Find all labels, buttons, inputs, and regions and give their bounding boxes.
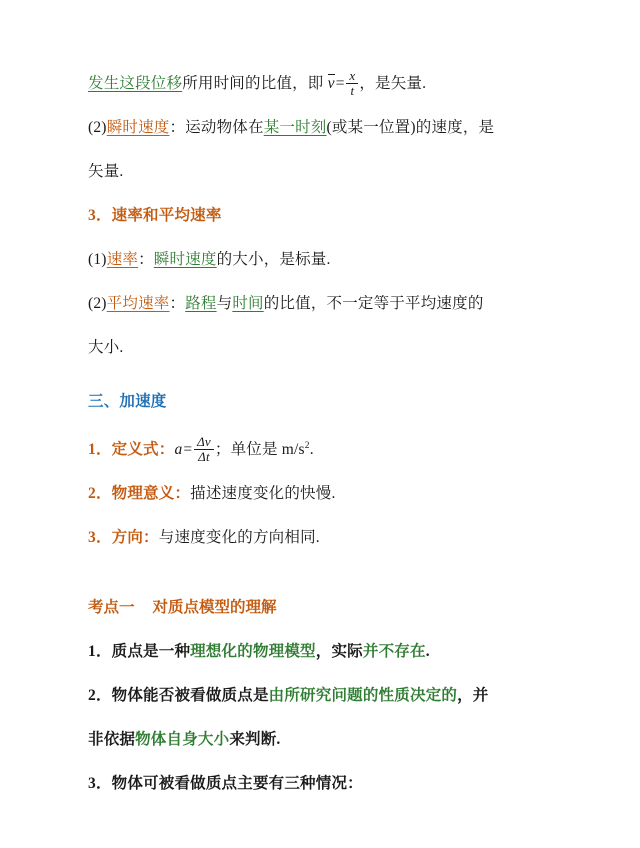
term-idealized-model: 理想化的物理模型 xyxy=(190,643,316,661)
term-determined-by-problem: 由所研究问题的性质决定的 xyxy=(268,687,458,705)
text-or-position: (或某一位置)的速度，是 xyxy=(326,119,495,136)
equals-sign: = xyxy=(334,75,346,92)
text-particle-is: 1．质点是一种 xyxy=(88,643,191,661)
term-time: 时间 xyxy=(232,295,264,312)
paragraph-average-speed xyxy=(88,282,584,326)
fraction-numerator: x xyxy=(346,69,358,84)
label-item-2: (2) xyxy=(88,119,107,136)
paragraph-acceleration-meaning xyxy=(88,472,584,516)
formula-avg-velocity xyxy=(327,68,360,98)
paragraph-particle-item-1 xyxy=(88,630,584,674)
text-describes-rate: 描述速度变化的快慢. xyxy=(190,485,336,503)
fraction-denominator-dt: Δt xyxy=(198,448,210,464)
paragraph-average-speed-cont xyxy=(88,326,584,370)
text-vector-end: 矢量. xyxy=(88,163,124,180)
label-direction: 3．方向： xyxy=(88,529,159,547)
text-same-as-velocity-change: 与速度变化的方向相同. xyxy=(158,529,320,547)
text-to-judge: 来判断. xyxy=(229,731,281,749)
heading-speed-and-average-speed xyxy=(88,194,584,238)
term-instantaneous-velocity: 瞬时速度 xyxy=(106,119,170,136)
equals-sign-2: = xyxy=(182,441,194,459)
text-displacement-phrase: 发生这段位移 xyxy=(88,75,183,92)
term-average-speed: 平均速率 xyxy=(106,295,170,312)
text-unit-prefix: ；单位是 m/s xyxy=(214,441,305,459)
formula-acceleration xyxy=(174,434,214,464)
paragraph-particle-item-2-cont xyxy=(88,718,584,762)
heading-text-acceleration: 三、加速度 xyxy=(88,393,167,410)
paragraph-particle-item-2 xyxy=(88,674,584,718)
text-can-be-regarded: 2．物体能否被看做质点是 xyxy=(88,687,269,705)
term-instantaneous-velocity-ref: 瞬时速度 xyxy=(153,251,217,268)
fraction-numerator-dv: Δv xyxy=(194,435,214,450)
overline-v: v xyxy=(327,75,335,92)
fraction-dv-over-dt xyxy=(194,435,214,463)
paragraph-instantaneous-velocity xyxy=(88,106,584,150)
heading-section-three-acceleration xyxy=(88,380,584,424)
term-speed: 速率 xyxy=(106,251,139,268)
text-ratio-not-equal: 的比值，不一定等于平均速度的 xyxy=(263,295,484,312)
colon-2: ： xyxy=(169,295,186,312)
term-object-size: 物体自身大小 xyxy=(135,731,230,749)
text-in-reality: ，实际 xyxy=(315,643,363,661)
heading-key-point-one xyxy=(88,586,584,630)
section-spacer-1 xyxy=(88,370,584,380)
text-period-2: . xyxy=(425,643,430,661)
term-path-length: 路程 xyxy=(185,295,217,312)
paragraph-average-velocity-continued xyxy=(88,62,584,106)
text-magnitude-scalar: 的大小，是标量. xyxy=(216,251,331,268)
label-definition: 1．定义式： xyxy=(88,441,175,459)
text-is-vector: ，是矢量. xyxy=(359,75,427,92)
text-period-1: . xyxy=(309,441,314,459)
text-and: 与 xyxy=(216,295,233,312)
colon-1: ： xyxy=(138,251,154,268)
key-point-label: 考点一 xyxy=(88,599,135,617)
label-item-1: (1) xyxy=(88,251,107,268)
heading-text: 3．速率和平均速率 xyxy=(88,207,222,224)
text-three-cases: 3．物体可被看做质点主要有三种情况： xyxy=(88,775,363,793)
paragraph-speed xyxy=(88,238,584,282)
text-moving-object: ：运动物体在 xyxy=(169,119,264,136)
formula-a-var: a xyxy=(174,441,183,459)
term-not-exist: 并不存在 xyxy=(362,643,426,661)
paragraph-acceleration-direction xyxy=(88,516,584,560)
fraction-x-over-t xyxy=(346,69,358,97)
text-unit-exponent: 2 xyxy=(304,441,310,451)
text-time-ratio: 所用时间的比值，即 xyxy=(182,75,328,92)
paragraph-particle-item-3 xyxy=(88,762,584,806)
text-not-based-on: 非依据 xyxy=(88,731,136,749)
fraction-denominator: t xyxy=(350,82,355,98)
key-point-title: 对质点模型的理解 xyxy=(152,599,277,617)
text-magnitude-end: 大小. xyxy=(88,339,124,356)
paragraph-acceleration-definition xyxy=(88,424,584,472)
text-and-not: ，并 xyxy=(457,687,489,705)
term-at-a-moment: 某一时刻 xyxy=(263,119,327,136)
label-item-2b: (2) xyxy=(88,295,107,312)
paragraph-instantaneous-velocity-cont xyxy=(88,150,584,194)
section-spacer-2 xyxy=(88,560,584,586)
label-physical-meaning: 2．物理意义： xyxy=(88,485,191,503)
